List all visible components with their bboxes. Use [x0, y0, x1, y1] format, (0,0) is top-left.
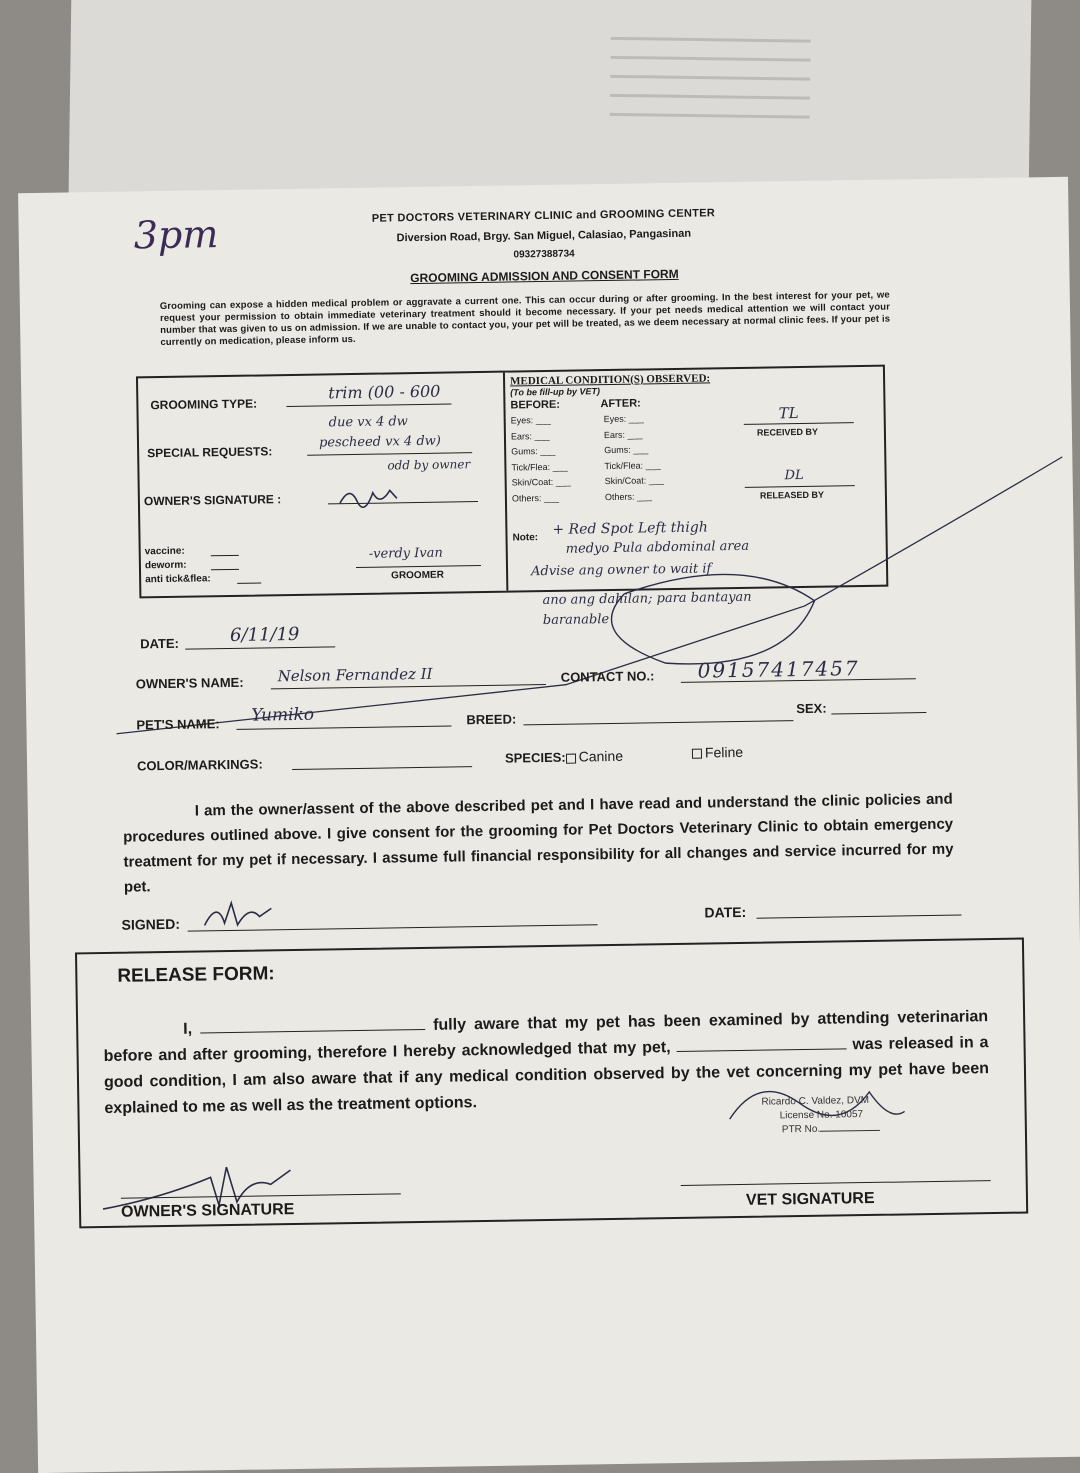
- signed-signature-scribble: [199, 894, 280, 935]
- after-item: Gums: ___: [604, 444, 649, 456]
- release-name-blank: [200, 1015, 425, 1034]
- before-item: Tick/Flea: ___: [511, 461, 568, 473]
- release-text-part2: was released in a good condition, I am also aware that if any medical condition observed by the vet concerning my pet have been explained to me as well as the treatment options.: [103, 1034, 990, 1118]
- released-by-value: DL: [784, 467, 804, 484]
- pet-name-value: Yumiko: [251, 704, 315, 726]
- before-item: Gums: ___: [511, 445, 556, 457]
- canine-option: Canine: [578, 747, 624, 765]
- note-line5: baranable: [542, 612, 610, 629]
- received-by-label: RECEIVED BY: [756, 426, 819, 438]
- deworm-label: deworm:: [144, 559, 187, 572]
- note-line1: + Red Spot Left thigh: [552, 519, 708, 538]
- background-paper-text: [609, 21, 811, 164]
- contact-label: CONTACT NO.:: [560, 668, 655, 685]
- groomer-value: -verdy Ivan: [368, 545, 443, 562]
- note-line2: medyo Pula abdominal area: [565, 538, 750, 557]
- note-line3: Advise ang owner to wait if: [530, 561, 712, 580]
- after-item: Others: ___: [604, 490, 653, 502]
- contact-value: 09157417457: [697, 656, 860, 683]
- antitick-label: anti tick&flea:: [145, 573, 211, 586]
- vet-signature-line: [681, 1180, 991, 1186]
- canine-checkbox[interactable]: [566, 753, 576, 763]
- signed-label: SIGNED:: [121, 915, 181, 933]
- before-item: Others: ___: [511, 492, 560, 504]
- stamp-license: License No. 10057: [779, 1109, 864, 1122]
- released-by-label: RELEASED BY: [759, 489, 824, 501]
- consent-paragraph: I am the owner/assent of the above described pet and I have read and understand the clinic policies and procedures outlined above. I give consent for the grooming for Pet Doctors Veterinary Clinic to obtain emergency treatment for my pet if necessary. I assume full financial responsibility for all changes and service incurred for my pet.: [123, 790, 954, 896]
- before-item: Skin/Coat: ___: [511, 476, 571, 488]
- clinic-header: [18, 202, 1069, 291]
- feline-option: Feline: [704, 743, 744, 761]
- grooming-type-label: GROOMING TYPE:: [150, 396, 258, 413]
- corner-handwritten-note: 3pm: [133, 212, 219, 258]
- intro-paragraph: Grooming can expose a hidden medical problem or aggravate a current one. This can occur during or after grooming. In the best interest for your pet, we request your permission to obtain immediate veterinary treatment should it become necessary. If your pet needs medical attention we will contact your number that was given to us on admission. If we are unable to contact you, your pet will be treated, as we deem necessary at normal clinic fees. If your pet is currently on medication, please inform us.: [159, 289, 891, 349]
- vet-signature-label: VET SIGNATURE: [745, 1189, 875, 1209]
- release-text-part1: fully aware that my pet has been examined by attending veterinarian before and after grooming, therefore I hereby acknowledged that my pet,: [103, 1008, 989, 1066]
- stamp-ptr: PTR No.: [762, 1122, 881, 1138]
- owner-name-label: OWNER'S NAME:: [135, 674, 244, 692]
- after-item: Skin/Coat: ___: [604, 475, 664, 487]
- owner-name-value: Nelson Fernandez II: [277, 664, 433, 686]
- vaccine-label: vaccine:: [144, 545, 185, 558]
- consent-date-line: [757, 915, 962, 919]
- before-item: Eyes: ___: [510, 414, 551, 426]
- clinic-phone: 09327388734: [513, 248, 575, 261]
- owner-signature-label: OWNER'S SIGNATURE :: [143, 492, 282, 509]
- consent-form-sheet: [18, 177, 1080, 1473]
- date-label: DATE:: [140, 635, 180, 652]
- release-pet-blank: [676, 1034, 846, 1052]
- color-markings-line: [292, 766, 472, 770]
- color-markings-label: COLOR/MARKINGS:: [136, 756, 263, 774]
- release-title: RELEASE FORM:: [117, 963, 275, 987]
- received-by-line: [744, 422, 854, 425]
- pet-name-label: PET'S NAME:: [136, 716, 220, 733]
- feline-checkbox[interactable]: [692, 749, 702, 759]
- medical-subheading: (To be fill-up by VET): [510, 386, 600, 398]
- before-item: Ears: ___: [510, 430, 550, 442]
- release-form-box: [75, 938, 1028, 1229]
- special-requests-line2: pescheed vx 4 dw): [318, 433, 442, 451]
- vet-signature-scribble: [719, 1071, 910, 1164]
- groomer-label: GROOMER: [391, 569, 444, 582]
- feline-option-row: [692, 744, 743, 761]
- form-title: GROOMING ADMISSION AND CONSENT FORM: [410, 266, 679, 286]
- after-label: AFTER:: [600, 397, 641, 411]
- note-line4: ano ang dahilan; para bantayan: [542, 589, 752, 609]
- special-requests-line3: odd by owner: [387, 457, 471, 473]
- date-value: 6/11/19: [229, 623, 300, 646]
- species-label: SPECIES: Canine: [504, 747, 624, 766]
- received-by-value: TL: [778, 404, 799, 423]
- clinic-address: Diversion Road, Brgy. San Miguel, Calasiao, Pangasinan: [396, 227, 692, 245]
- special-requests-label: SPECIAL REQUESTS:: [147, 444, 273, 461]
- release-i: I,: [183, 1020, 193, 1038]
- after-item: Ears: ___: [603, 428, 643, 440]
- stamp-name: Ricardo C. Valdez, DVM: [761, 1094, 870, 1108]
- grooming-type-line: [286, 403, 451, 407]
- diagonal-cross-scribble: [22, 427, 1077, 743]
- special-requests-line1: due vx 4 dw: [328, 414, 409, 431]
- medical-heading: MEDICAL CONDITION(S) OBSERVED:: [509, 372, 711, 388]
- after-item: Tick/Flea: ___: [604, 459, 661, 471]
- sex-label: SEX:: [796, 700, 827, 717]
- after-item: Eyes: ___: [603, 413, 644, 425]
- clinic-name: PET DOCTORS VETERINARY CLINIC and GROOMING CENTER: [371, 207, 716, 225]
- owner-release-signature-label: OWNER'S SIGNATURE: [120, 1201, 295, 1221]
- consent-date-label: DATE:: [704, 903, 747, 921]
- breed-label: BREED:: [466, 711, 517, 728]
- note-label: Note:: [512, 532, 539, 544]
- before-label: BEFORE:: [510, 398, 561, 412]
- grooming-type-value: trim (00 - 600: [328, 381, 441, 403]
